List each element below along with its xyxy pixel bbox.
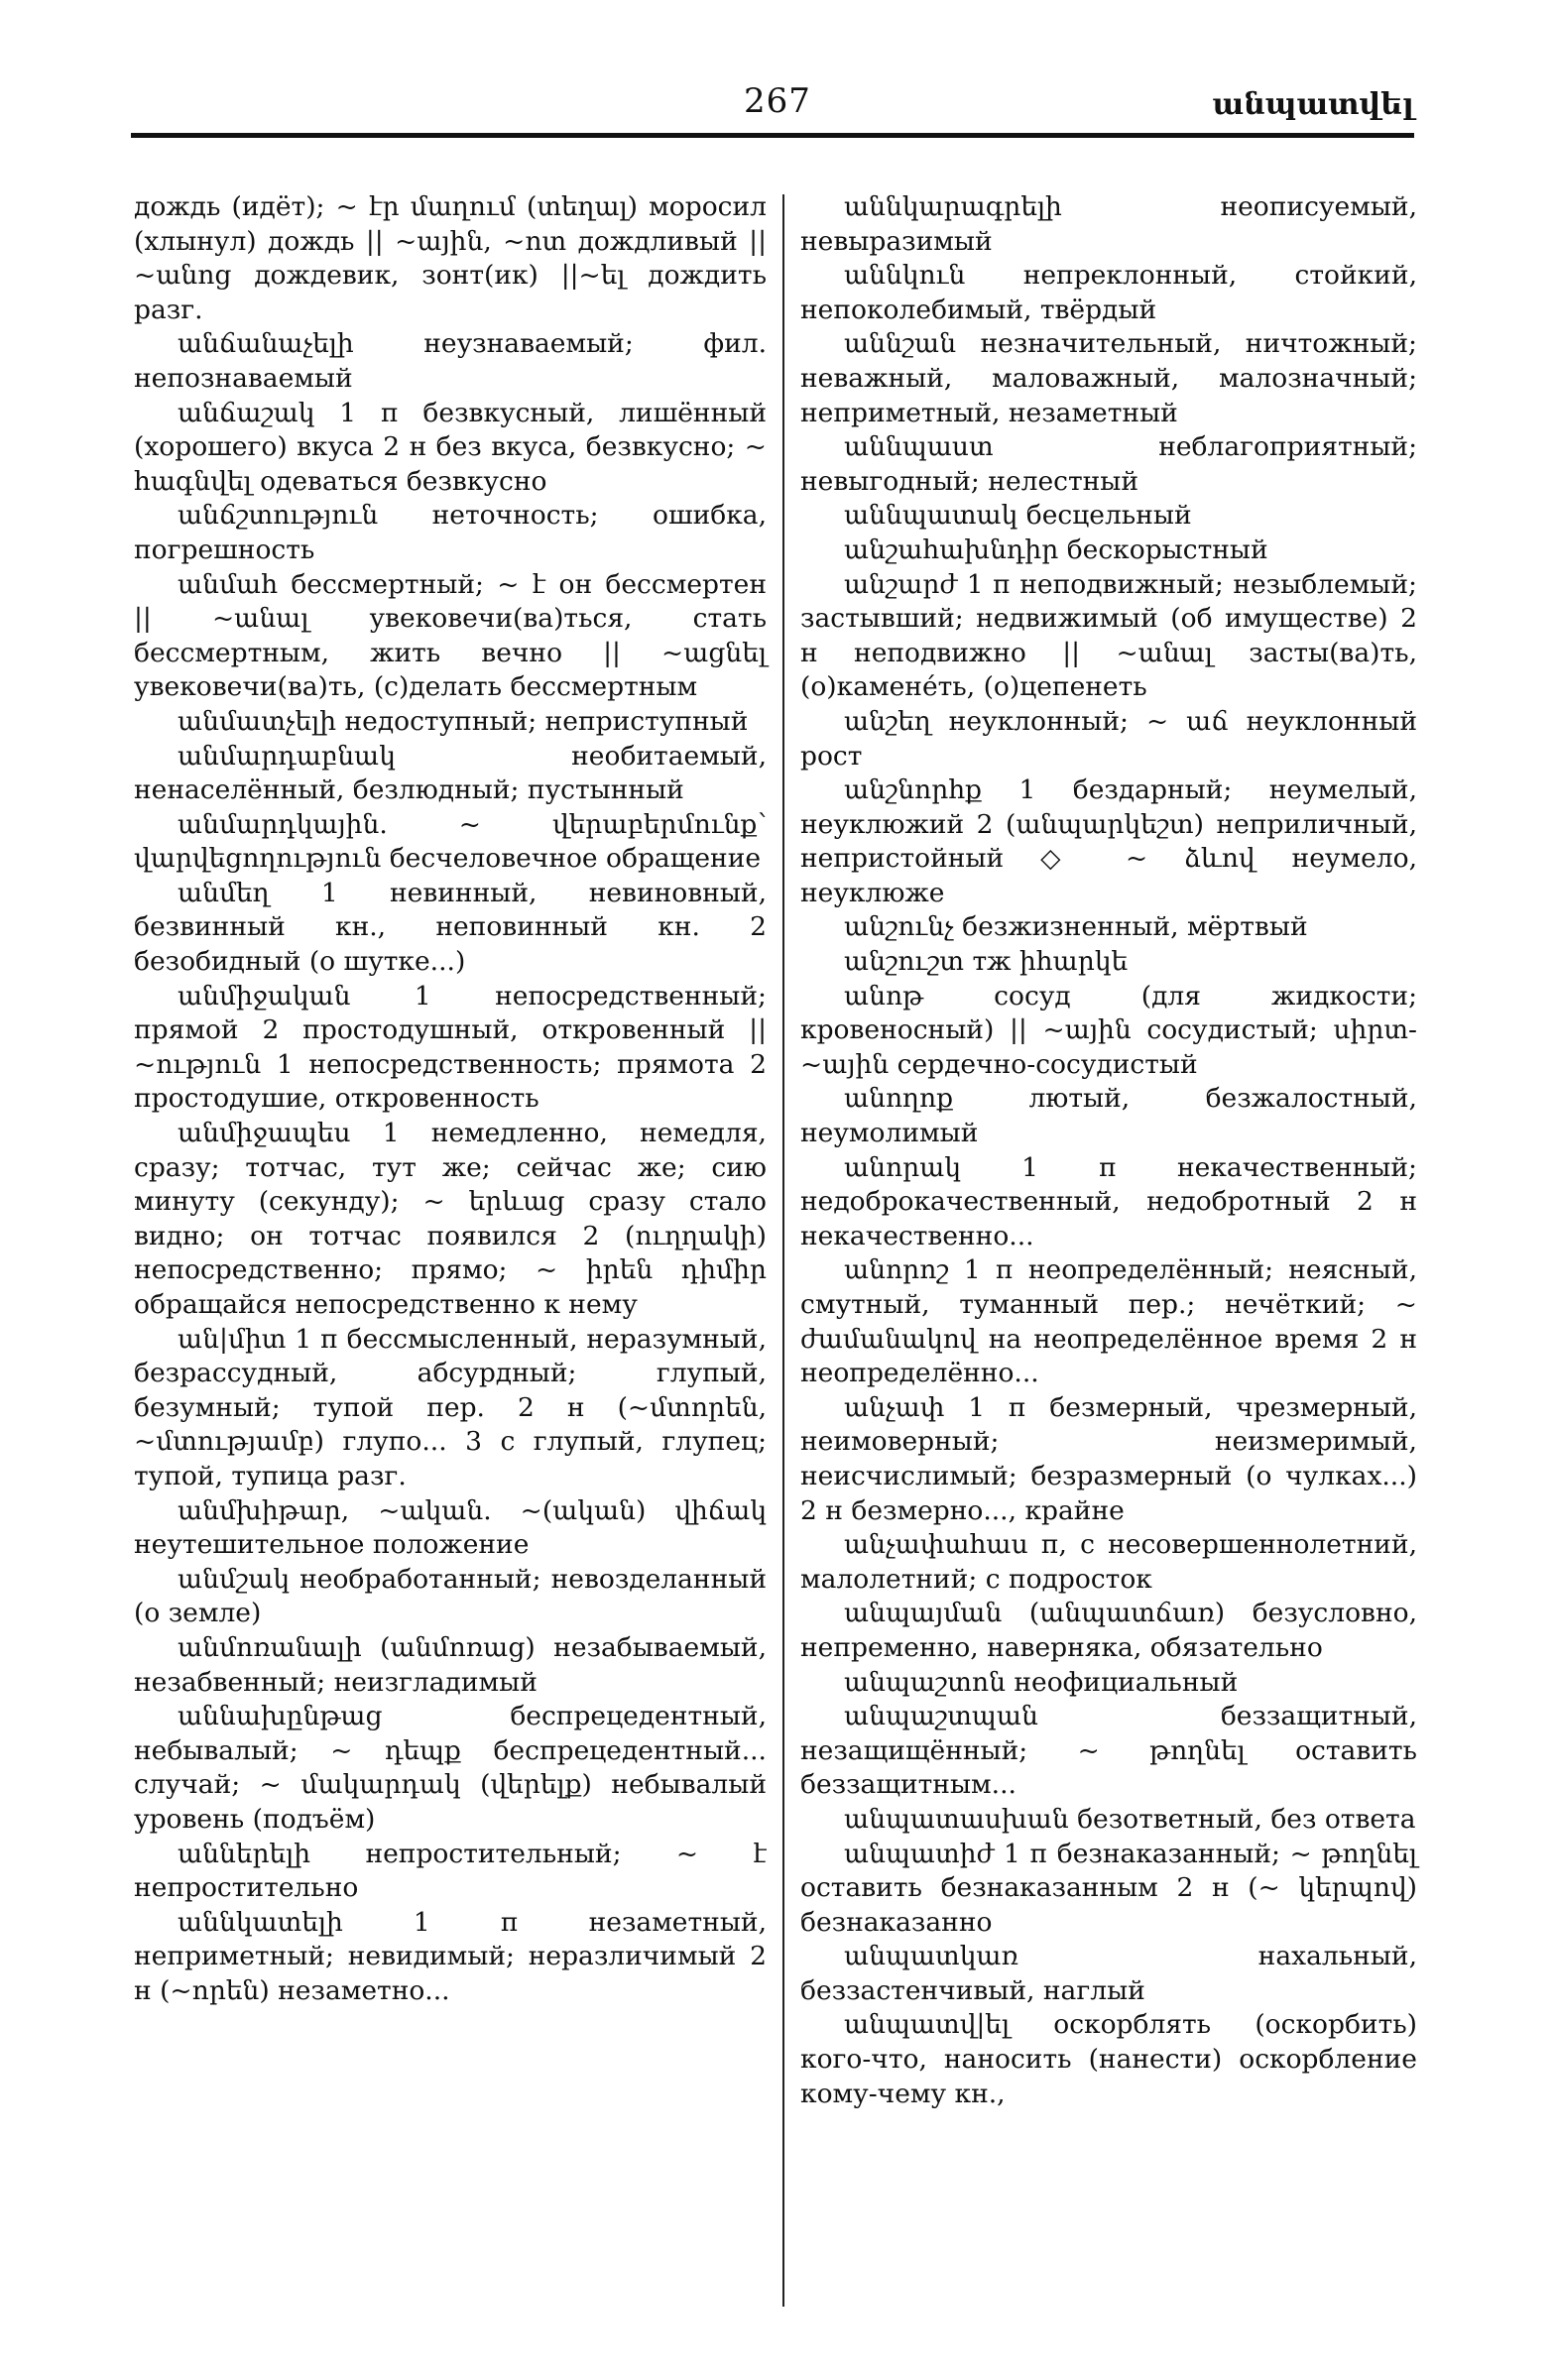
dictionary-entry: անչափ 1 п безмерный, чрезмерный, неимоверный; неизмеримый, неисчислимый; безразмерный (о чулках...) 2 н безмерно..., крайне	[800, 1391, 1417, 1526]
dictionary-entry: աննշան незначительный, ничтожный; неважный, маловажный, малозначный; неприметный, незаметный	[800, 328, 1417, 428]
dictionary-entry: անմատչելի недоступный; неприступный	[178, 705, 749, 737]
dictionary-entry: անշեղ неуклонный; ~ աճ неуклонный рост	[800, 705, 1417, 772]
dictionary-entry: անմարդաբնակ необитаемый, ненаселённый, безлюдный; пустынный	[134, 740, 767, 806]
page-number: 267	[744, 81, 811, 121]
dictionary-entry: աննպաստ неблагоприятный; невыгодный; нелестный	[800, 431, 1417, 497]
dictionary-entry: անշարժ 1 п неподвижный; незыблемый; застывший; недвижимый (об имуществе) 2 н неподвижно || ~անալ засты(ва)ть, (о)камене́ть, (о)цепенеть	[800, 568, 1417, 703]
dictionary-entry: աննկատելի 1 п незаметный, неприметный; невидимый; неразличимый 2 н (~որեն) незаметно...	[134, 1906, 767, 2006]
left-column	[134, 190, 767, 2008]
dictionary-entry: անմեղ 1 невинный, невиновный, безвинный кн., неповинный кн. 2 безобидный (о шутке...)	[134, 877, 767, 978]
dictionary-entry: անմխիթար, ~ական. ~(ական) վիճակ неутешительное положение	[134, 1494, 767, 1561]
dictionary-entry: անպաշտպան беззащитный, незащищённый; ~ թողնել оставить беззащитным...	[800, 1701, 1417, 1801]
dictionary-entry: անպատիժ 1 п безнаказанный; ~ թողնել оставить безнаказанным 2 н (~ կերպով) безнаказанно	[800, 1838, 1417, 1938]
dictionary-entry: անորակ 1 п некачественный; недоброкачественный, недобротный 2 н некачественно...	[800, 1151, 1417, 1251]
dictionary-entry: անշահախնդիր бескорыстный	[844, 534, 1268, 565]
dictionary-entry: անմիջապես 1 немедленно, немедля, сразу; тотчас, тут же; сейчас же; сию минуту (секунду); ~ երևաց сразу стало видно; он тотчас появился 2 (ուղղակի) непосредственно; прямо; ~ իրեն դիմիր обращайся непосредственно к нему	[134, 1118, 767, 1320]
dictionary-entry: անպաշտոն неофициальный	[844, 1666, 1239, 1698]
dictionary-entry: անմշակ необработанный; невозделанный (о земле)	[134, 1563, 767, 1629]
header-rule	[131, 133, 1414, 138]
dictionary-entry: աններելի непростительный; ~ է непростительно	[134, 1838, 767, 1904]
dictionary-entry: ան|միտ 1 п бессмысленный, неразумный, безрассудный, абсурдный; глупый, безумный; тупой пер. 2 н (~մտորեն, ~մտությամբ) глупо... 3 с глупый, глупец; тупой, тупица разг.	[134, 1323, 767, 1491]
dictionary-entry: անպայման (անպատճառ) безусловно, непременно, наверняка, обязательно	[800, 1598, 1417, 1663]
dictionary-entry: անճաշակ 1 п безвкусный, лишённый (хорошего) вкуса 2 н без вкуса, безвкусно; ~ հագնվել одеваться безвкусно	[134, 397, 767, 497]
right-column	[800, 190, 1417, 2111]
dictionary-entry: дождь (идёт); ~ էր մաղում (տեղալ) моросил (хлынул) дождь || ~ային, ~ոտ дождливый || ~անոց дождевик, зонт(ик) ||~ել дождить разг.	[134, 191, 767, 325]
dictionary-entry: անչափահաս п, с несовершеннолетний, малолетний; с подросток	[800, 1529, 1417, 1595]
dictionary-entry: աննկարագրելի неописуемый, невыразимый	[800, 191, 1417, 257]
dictionary-entry: անճանաչելի неузнаваемый; фил. непознаваемый	[134, 328, 767, 394]
running-head: անպատվել	[1212, 87, 1414, 122]
dictionary-entry: անշուշտ тж իհարկե	[844, 946, 1129, 978]
dictionary-entry: անշնորհք 1 бездарный; неумелый, неуклюжий 2 (անպարկեշտ) неприличный, непристойный ◇ ~ ձևով неумело, неуклюже	[800, 774, 1417, 908]
dictionary-entry: անպատվ|ել оскорблять (оскорбить) кого-что, наносить (нанести) оскорбление кому-чему кн.,	[800, 2009, 1417, 2109]
dictionary-entry: անորոշ 1 п неопределённый; неясный, смутный, туманный пер.; нечёткий; ~ ժամանակով на неопределённое время 2 н неопределённо...	[800, 1254, 1417, 1389]
dictionary-entry: աննկուն непреклонный, стойкий, непоколебимый, твёрдый	[800, 260, 1417, 325]
dictionary-entry: անմարդկային. ~ վերաբերմունք՝ վարվեցողություն бесчеловечное обращение	[134, 808, 767, 875]
dictionary-entry: անմիջական 1 непосредственный; прямой 2 простодушный, откровенный || ~ություն 1 непосредственность; прямота 2 простодушие, откровенность	[134, 980, 767, 1115]
column-divider	[782, 194, 784, 2307]
dictionary-entry: անշունչ безжизненный, мёртвый	[844, 911, 1308, 943]
dictionary-entry: անողոք лютый, безжалостный, неумолимый	[800, 1083, 1417, 1149]
dictionary-entry: անոթ сосуд (для жидкости; кровеносный) || ~ային сосудистый; սիրտ-~ային сердечно-сосудистый	[800, 980, 1417, 1080]
dictionary-entry: աննախընթաց беспрецедентный, небывалый; ~ դեպք беспрецедентный... случай; ~ մակարդակ (վերելք) небывалый уровень (подъём)	[134, 1701, 767, 1835]
dictionary-entry: անմահ бессмертный; ~ է он бессмертен || ~անալ увековечи(ва)ться, стать бессмертным, жить вечно || ~ացնել увековечи(ва)ть, (с)делать бессмертным	[134, 568, 767, 703]
dictionary-entry: աննպատակ бесцельный	[844, 500, 1192, 532]
dictionary-entry: անպատկառ нахальный, беззастенчивый, наглый	[800, 1941, 1417, 2006]
dictionary-entry: անմոռանալի (անմոռաց) незабываемый, незабвенный; неизгладимый	[134, 1631, 767, 1698]
dictionary-entry: անճշտություն неточность; ошибка, погрешность	[134, 500, 767, 565]
dictionary-entry: անպատասխան безответный, без ответа	[844, 1803, 1416, 1835]
